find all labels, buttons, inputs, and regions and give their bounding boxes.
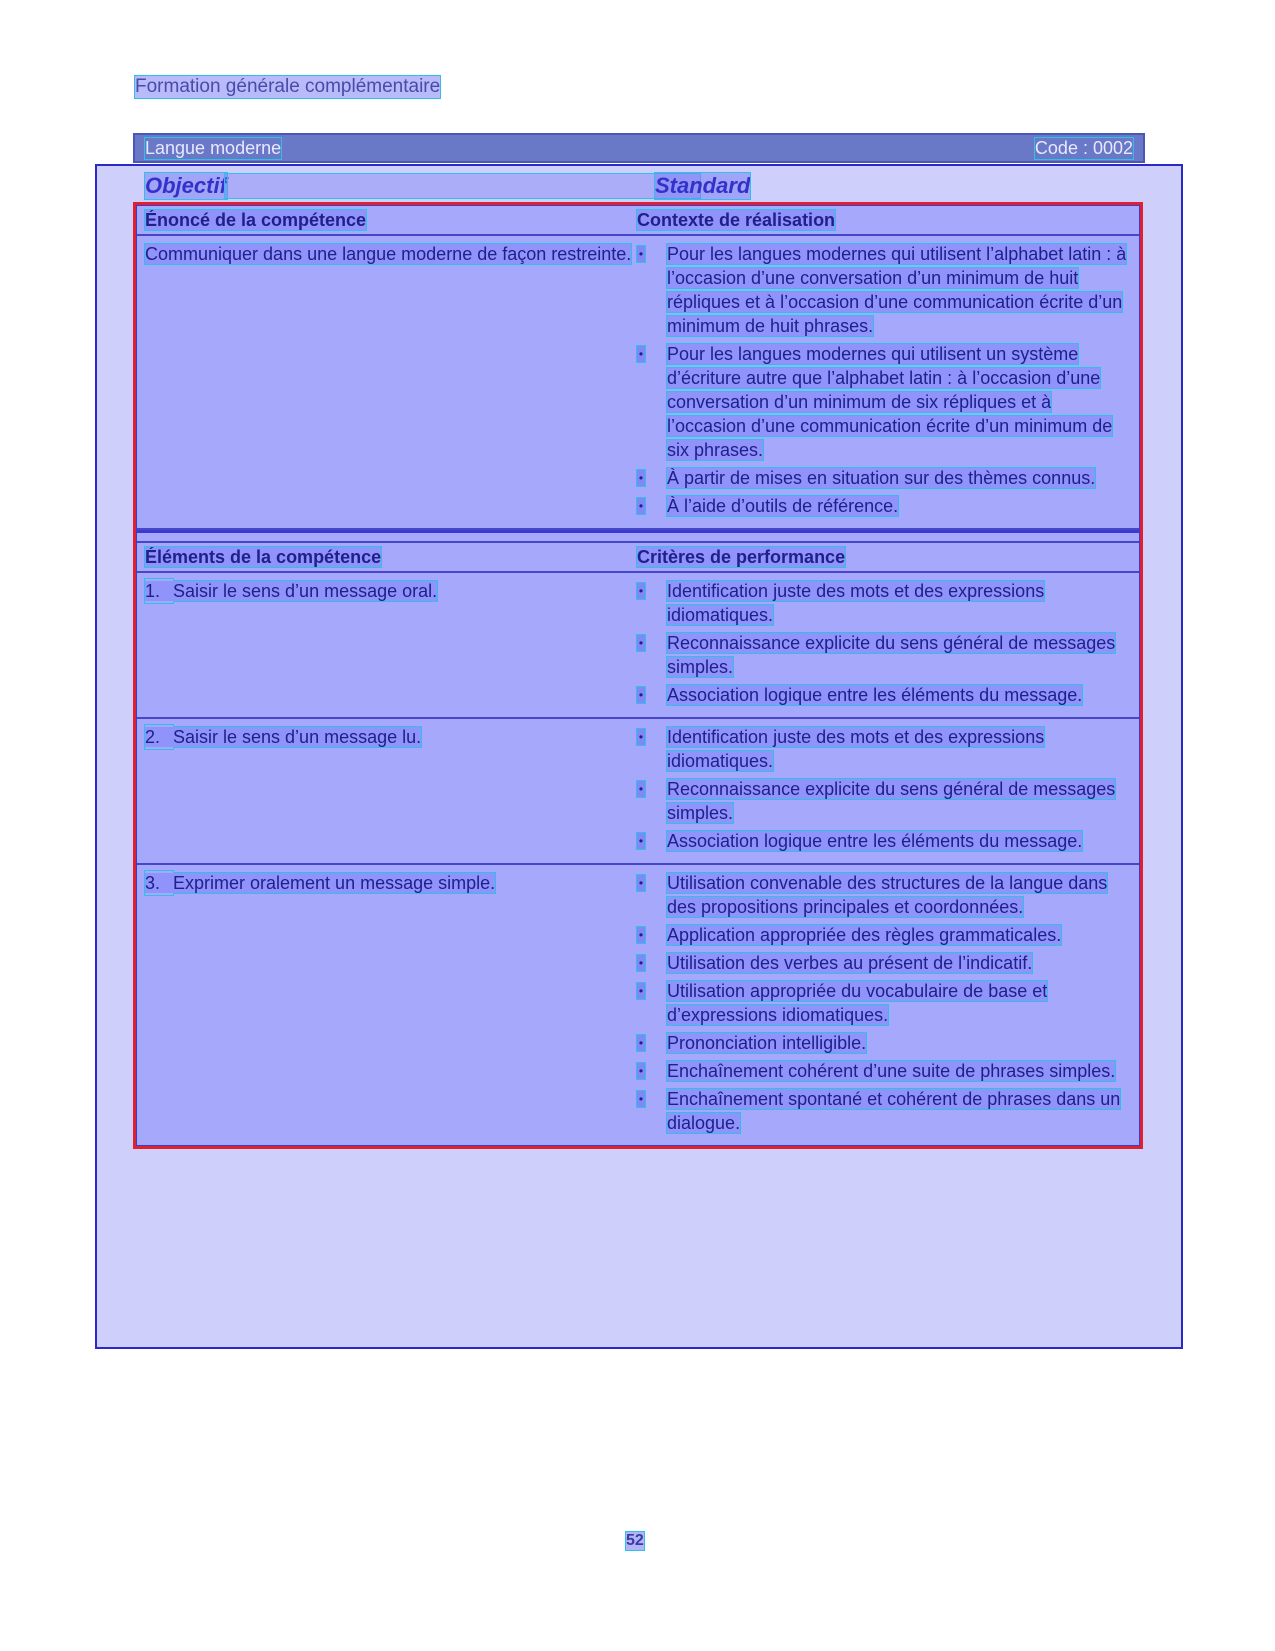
context-list: [637, 242, 1131, 518]
page-number: 52: [626, 1532, 644, 1549]
bullet-icon: •: [638, 730, 644, 744]
bullet-icon: •: [638, 471, 644, 485]
bullet-icon: •: [638, 928, 644, 942]
course-code: Code : 0002: [1034, 137, 1133, 158]
document-header: Formation générale complémentaire: [135, 76, 441, 97]
section1-heading-row: [137, 206, 1139, 236]
competency-statement: Communiquer dans une langue moderne de façon restreinte.: [145, 244, 632, 264]
list-item: • Enchaînement spontané et cohérent de phrases dans un dialogue.: [638, 1089, 1121, 1133]
list-item: • Utilisation des verbes au présent de l’indicatif.: [638, 953, 1033, 973]
list-item: • Association logique entre les éléments du message.: [638, 685, 1083, 705]
bullet-icon: •: [638, 247, 644, 261]
element-item: 3. Exprimer oralement un message simple.: [145, 873, 496, 893]
bullet-icon: •: [638, 876, 644, 890]
list-item: • Application appropriée des règles grammaticales.: [638, 925, 1062, 945]
bullet-icon: •: [638, 834, 644, 848]
bullet-icon: •: [638, 347, 644, 361]
criteria-list: [637, 725, 1131, 853]
col-heading-elements: Éléments de la compétence: [145, 547, 382, 567]
bullet-icon: •: [638, 956, 644, 970]
competency-table: [135, 204, 1141, 1147]
element-item: 2. Saisir le sens d’un message lu.: [145, 727, 422, 747]
criteria-list: [637, 579, 1131, 707]
list-item: • Identification juste des mots et des expressions idiomatiques.: [638, 581, 1045, 625]
bullet-icon: •: [638, 1092, 644, 1106]
bullet-icon: •: [638, 984, 644, 998]
standard-label: Standard: [655, 173, 751, 198]
bullet-icon: •: [638, 688, 644, 702]
col-heading-contexte: Contexte de réalisation: [637, 210, 836, 230]
list-item: • Prononciation intelligible.: [638, 1033, 867, 1053]
list-item: • Reconnaissance explicite du sens général de messages simples.: [638, 633, 1116, 677]
list-item: • À partir de mises en situation sur des thèmes connus.: [638, 468, 1096, 488]
list-item: • Pour les langues modernes qui utilisent un système d’écriture autre que l’alphabet latin : à l’occasion d’une conversation d’un minimum de six répliques et à l’occasion d’une communication écrite d’un minimum de six phrases.: [638, 344, 1113, 460]
objectif-label: Objectif: [145, 173, 227, 198]
table-row: [137, 236, 1139, 530]
bullet-icon: •: [638, 1036, 644, 1050]
table-row: [137, 865, 1139, 1145]
list-item: • Identification juste des mots et des expressions idiomatiques.: [638, 727, 1045, 771]
section2-heading-row: [137, 543, 1139, 573]
list-item: • Utilisation appropriée du vocabulaire de base et d’expressions idiomatiques.: [638, 981, 1048, 1025]
table-row: [137, 719, 1139, 865]
course-title: Langue moderne: [145, 137, 282, 158]
objectif-field: [225, 174, 700, 198]
bullet-icon: •: [638, 636, 644, 650]
element-item: 1. Saisir le sens d’un message oral.: [145, 581, 438, 601]
col-heading-enonce: Énoncé de la compétence: [145, 210, 367, 230]
objective-standard-bar: [140, 168, 1145, 204]
section-divider: [137, 530, 1139, 543]
table-row: [137, 573, 1139, 719]
bullet-icon: •: [638, 584, 644, 598]
list-item: • Enchaînement cohérent d’une suite de phrases simples.: [638, 1061, 1116, 1081]
bullet-icon: •: [638, 499, 644, 513]
col-heading-criteres: Critères de performance: [637, 547, 846, 567]
bullet-icon: •: [638, 1064, 644, 1078]
criteria-list: [637, 871, 1131, 1135]
list-item: • Reconnaissance explicite du sens général de messages simples.: [638, 779, 1116, 823]
list-item: • Association logique entre les éléments du message.: [638, 831, 1083, 851]
list-item: • Utilisation convenable des structures de la langue dans des propositions principales et coordonnées.: [638, 873, 1108, 917]
list-item: • Pour les langues modernes qui utilisent l’alphabet latin : à l’occasion d’une conversation d’un minimum de huit répliques et à l’occasion d’une communication écrite d’un minimum de huit phrases.: [638, 244, 1127, 336]
course-banner: [133, 133, 1145, 163]
list-item: • À l’aide d’outils de référence.: [638, 496, 899, 516]
bullet-icon: •: [638, 782, 644, 796]
